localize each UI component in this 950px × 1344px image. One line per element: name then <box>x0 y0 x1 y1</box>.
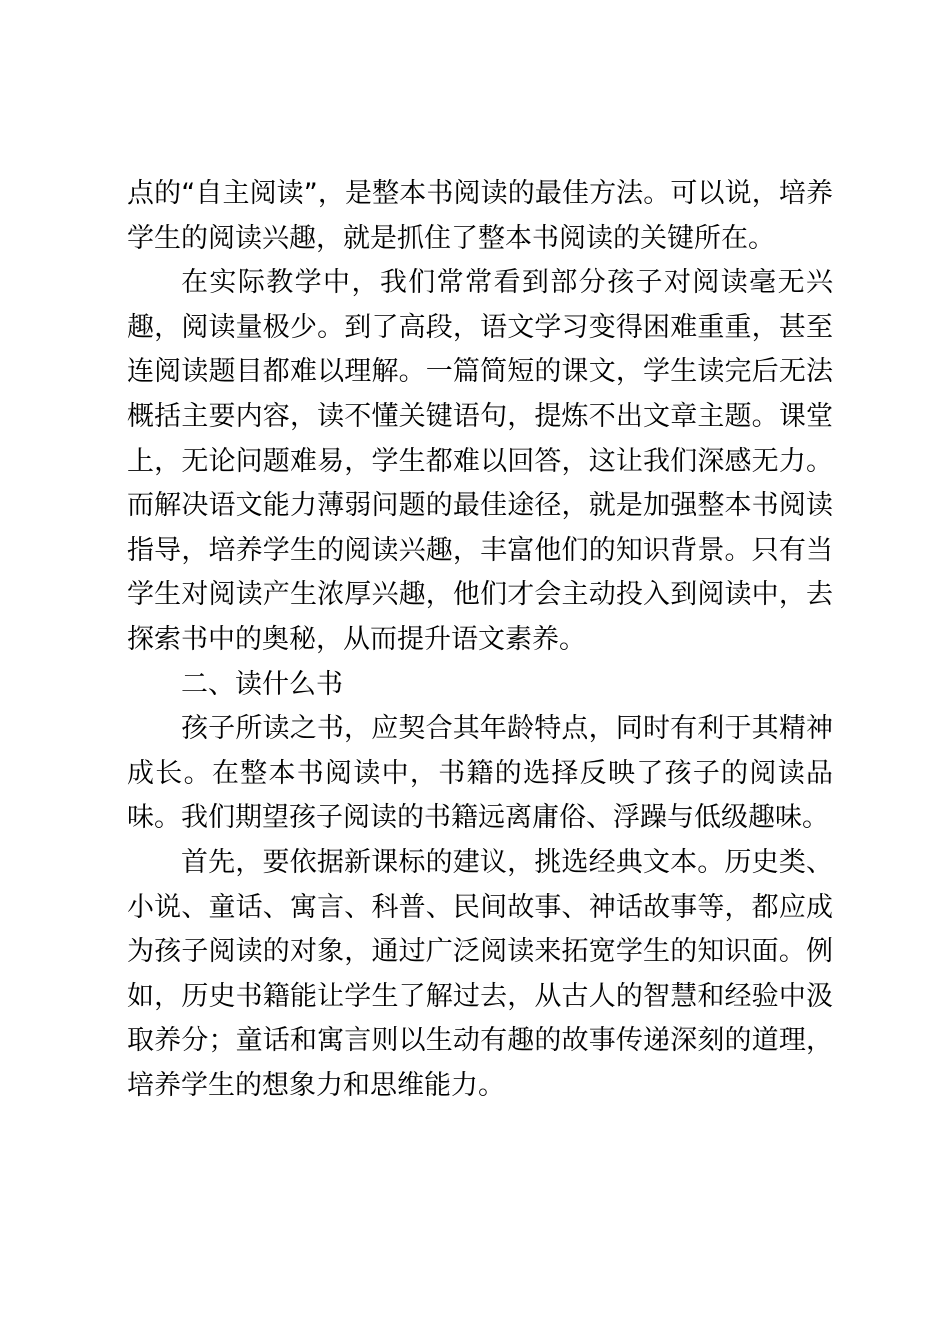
paragraph-teaching-practice: 在实际教学中，我们常常看到部分孩子对阅读毫无兴趣，阅读量极少。到了高段，语文学习变得困难重重，甚至连阅读题目都难以理解。一篇简短的课文，学生读完后无法概括主要内容，读不懂关键语句，提炼不出文章主题。课堂上，无论问题难易，学生都难以回答，这让我们深感无力。而解决语文能力薄弱问题的最佳途径，就是加强整本书阅读指导，培养学生的阅读兴趣，丰富他们的知识背景。只有当学生对阅读产生浓厚兴趣，他们才会主动投入到阅读中，去探索书中的奥秘，从而提升语文素养。 <box>127 267 833 655</box>
paragraph-classic-texts: 首先，要依据新课标的建议，挑选经典文本。历史类、小说、童话、寓言、科普、民间故事、神话故事等，都应成为孩子阅读的对象，通过广泛阅读来拓宽学生的知识面。例如，历史书籍能让学生了解过去，从古人的智慧和经验中汲取养分；童话和寓言则以生动有趣的故事传递深刻的道理，培养学生的想象力和思维能力。 <box>127 846 833 1101</box>
document-body <box>127 172 833 1108</box>
paragraph-book-choice: 孩子所读之书，应契合其年龄特点，同时有利于其精神成长。在整本书阅读中，书籍的选择反映了孩子的阅读品味。我们期望孩子阅读的书籍远离庸俗、浮躁与低级趣味。 <box>127 713 833 834</box>
paragraph-continuation: 点的“自主阅读”，是整本书阅读的最佳方法。可以说，培养学生的阅读兴趣，就是抓住了整本书阅读的关键所在。 <box>127 178 833 254</box>
section-heading: 二、读什么书 <box>181 668 343 700</box>
